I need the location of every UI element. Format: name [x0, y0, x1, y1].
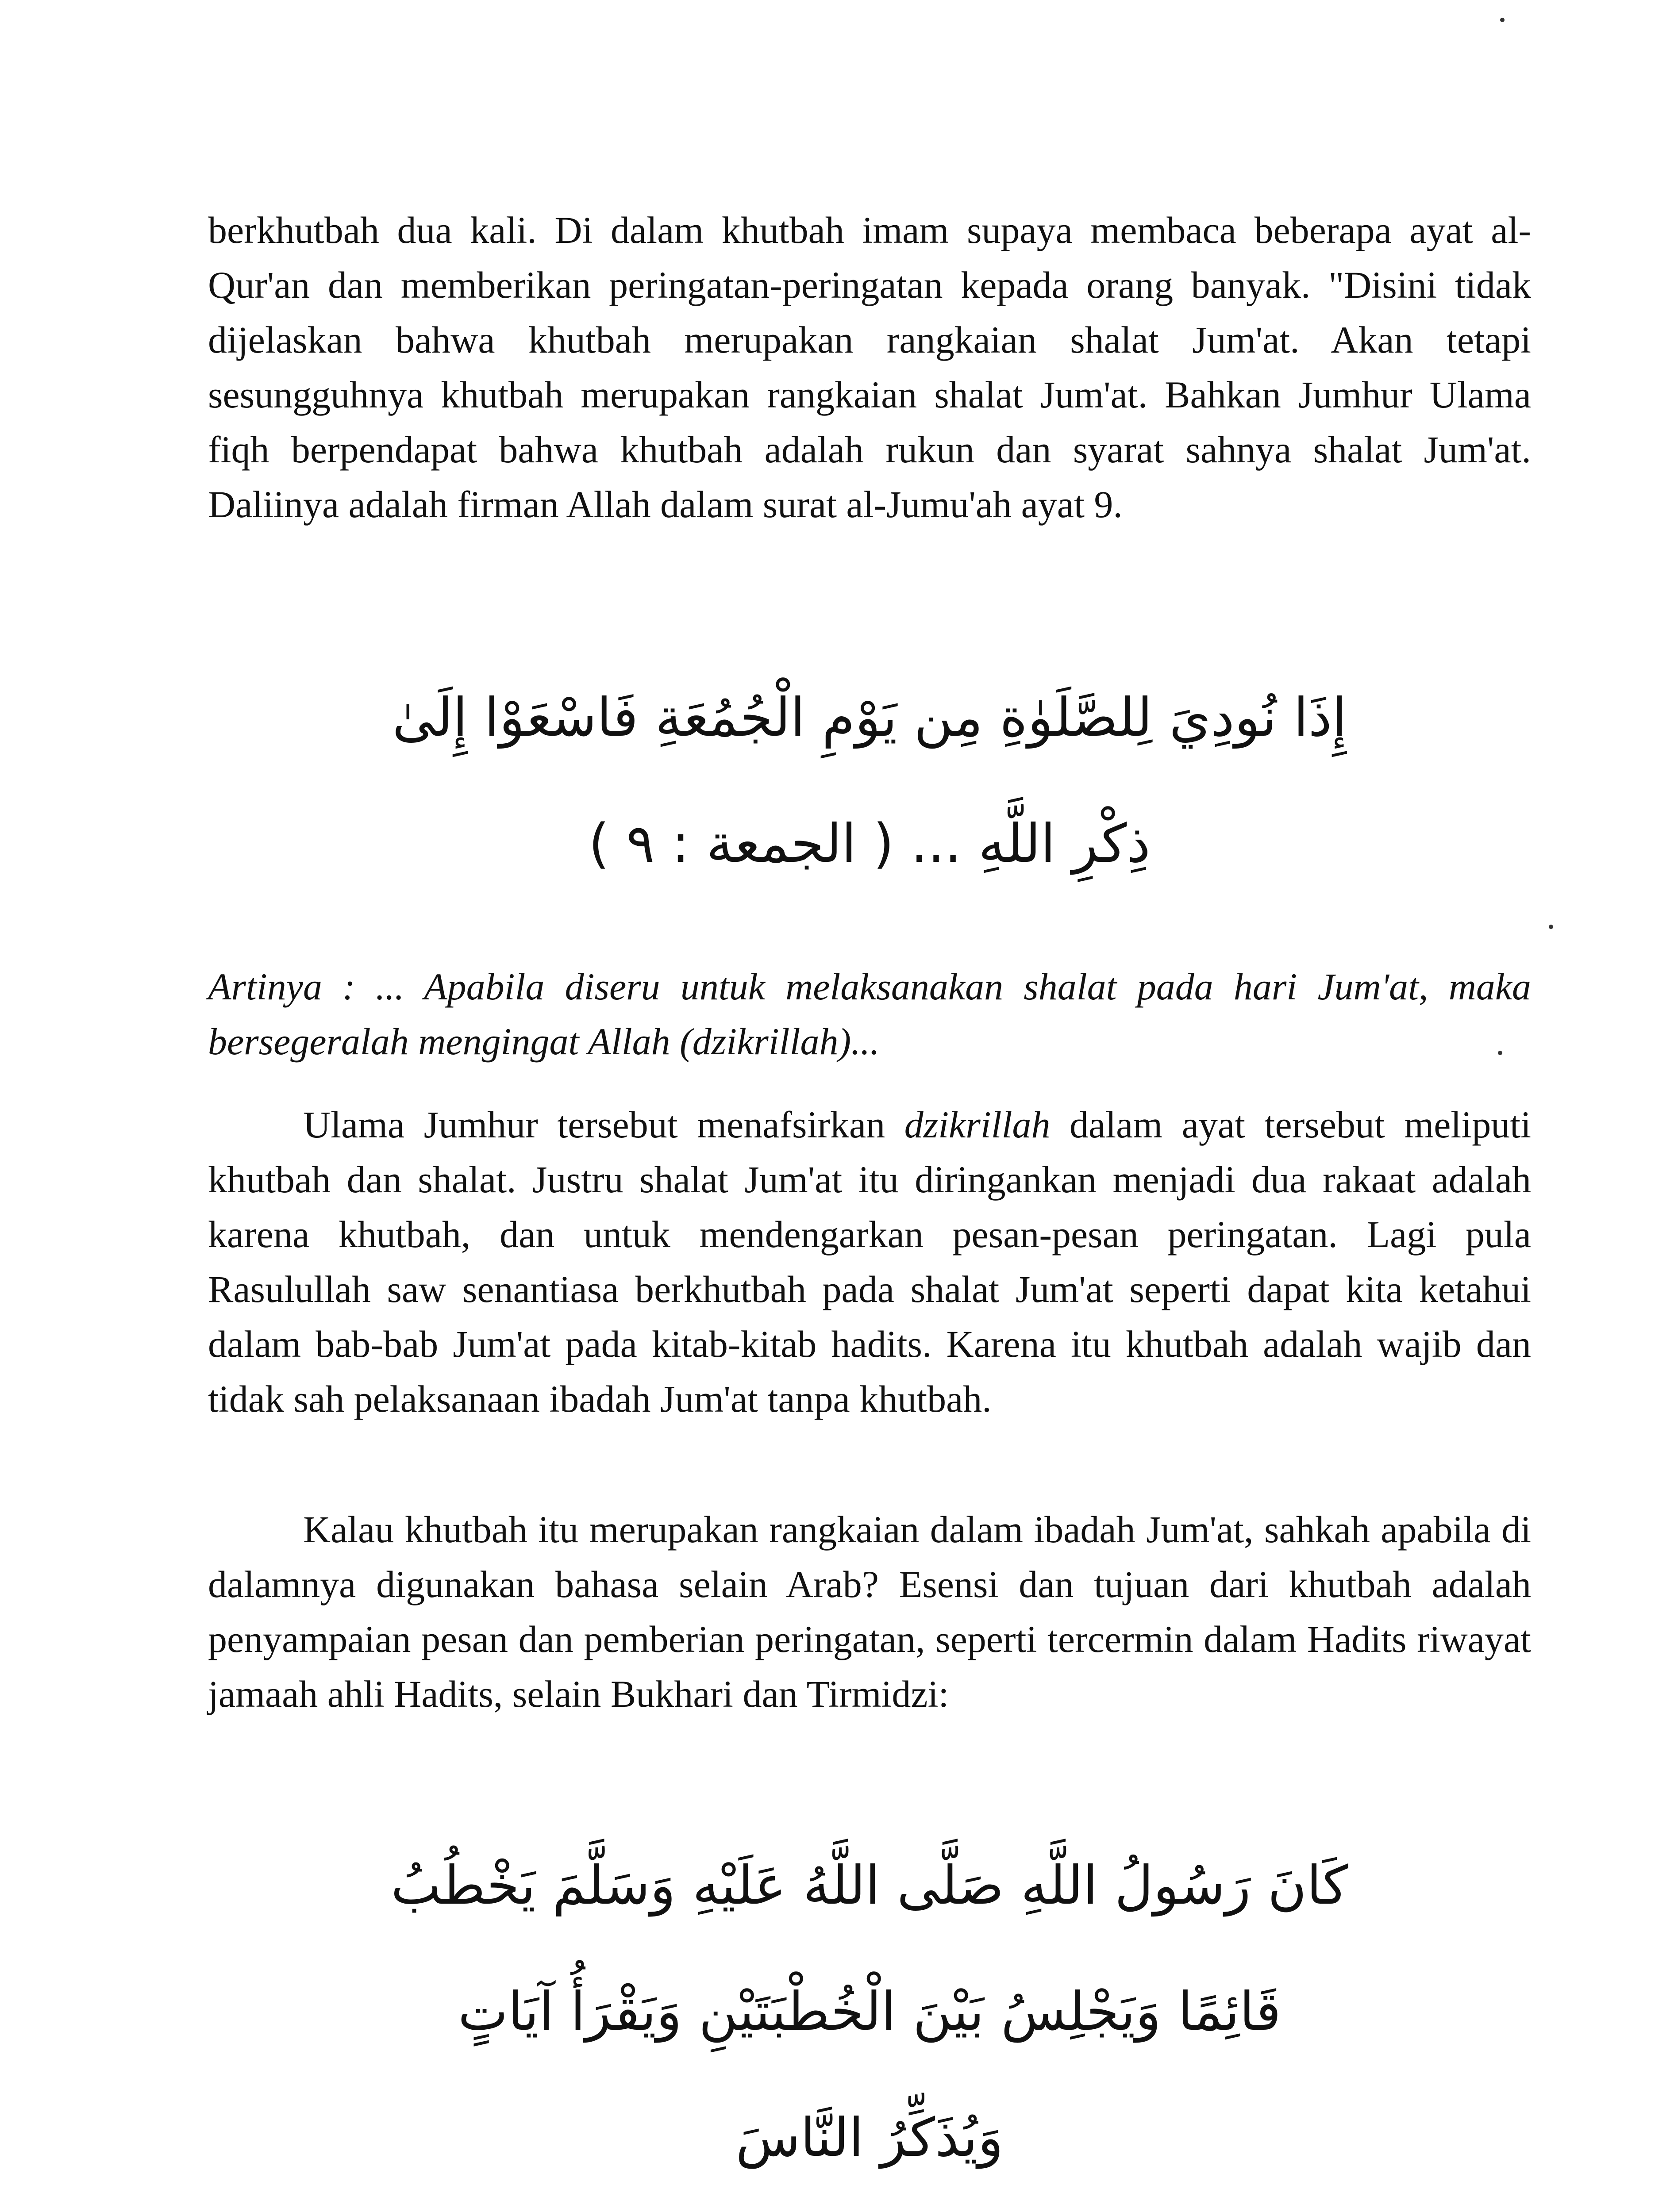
arabic-quote-2-line-1: كَانَ رَسُولُ اللَّهِ صَلَّى اللَّهُ عَلَيْهِ وَسَلَّمَ يَخْطُبُ: [391, 1855, 1348, 1916]
scan-speck: [1549, 925, 1553, 929]
arabic-quote-2-line-3: وَيُذَكِّرُ النَّاسَ: [735, 2107, 1004, 2169]
paragraph-2: [208, 1097, 1531, 1426]
paragraph-2-after: dalam ayat tersebut meliputi khutbah dan shalat. Justru shalat Jum'at itu diringankan menjadi dua rakaat adalah karena khutbah, dan untuk mendengarkan pesan-pesan peringatan. Lagi pula Rasulullah saw senantiasa berkhutbah pada shalat Jum'at seperti dapat kita ketahui dalam bab-bab Jum'at pada kitab-kitab hadits. Karena itu khutbah adalah wajib dan tidak sah pelaksanaan ibadah Jum'at tanpa khutbah.: [208, 1103, 1531, 1420]
arabic-quote-hadith: [208, 1823, 1531, 2201]
paragraph-3: Kalau khutbah itu merupakan rangkaian dalam ibadah Jum'at, sahkah apabila di dalamnya digunakan bahasa selain Arab? Esensi dan tujuan dari khutbah adalah penyampaian pesan dan pemberian peringatan, seperti tercermin dalam Hadits riwayat jamaah ahli Hadits, selain Bukhari dan Tirmidzi:: [208, 1508, 1531, 1715]
scan-speck: [1498, 1051, 1502, 1055]
arabic-quote-1-line-2: ذِكْرِ اللَّهِ ... ( الجمعة : ٩ ): [589, 813, 1151, 875]
arabic-quote-1-line-1: إِذَا نُودِيَ لِلصَّلَوٰةِ مِن يَوْمِ الْجُمُعَةِ فَاسْعَوْا إِلَىٰ: [392, 687, 1347, 749]
paragraph-2-before: Ulama Jumhur tersebut menafsirkan: [303, 1103, 904, 1146]
arabic-quote-surah-al-jumuah: [208, 655, 1531, 907]
paragraph-2-term: dzikrillah: [904, 1103, 1051, 1146]
translation-paragraph: Artinya : ... Apabila diseru untuk melaksanakan shalat pada hari Jum'at, maka bersegeralah mengingat Allah (dzikrillah)...: [208, 965, 1531, 1063]
scan-speck: [1500, 18, 1505, 22]
arabic-quote-2-line-2: قَائِمًا وَيَجْلِسُ بَيْنَ الْخُطْبَتَيْنِ وَيَقْرَأُ آيَاتٍ: [458, 1981, 1281, 2043]
paragraph-1: berkhutbah dua kali. Di dalam khutbah imam supaya membaca beberapa ayat al-Qur'an dan memberikan peringatan-peringatan kepada orang banyak. "Disini tidak dijelaskan bahwa khutbah merupakan rangkaian shalat Jum'at. Akan tetapi sesungguhnya khutbah merupakan rangkaian shalat Jum'at. Bahkan Jumhur Ulama fiqh berpendapat bahwa khutbah adalah rukun dan syarat sahnya shalat Jum'at. Daliinya adalah firman Allah dalam surat al-Jumu'ah ayat 9.: [208, 209, 1531, 526]
